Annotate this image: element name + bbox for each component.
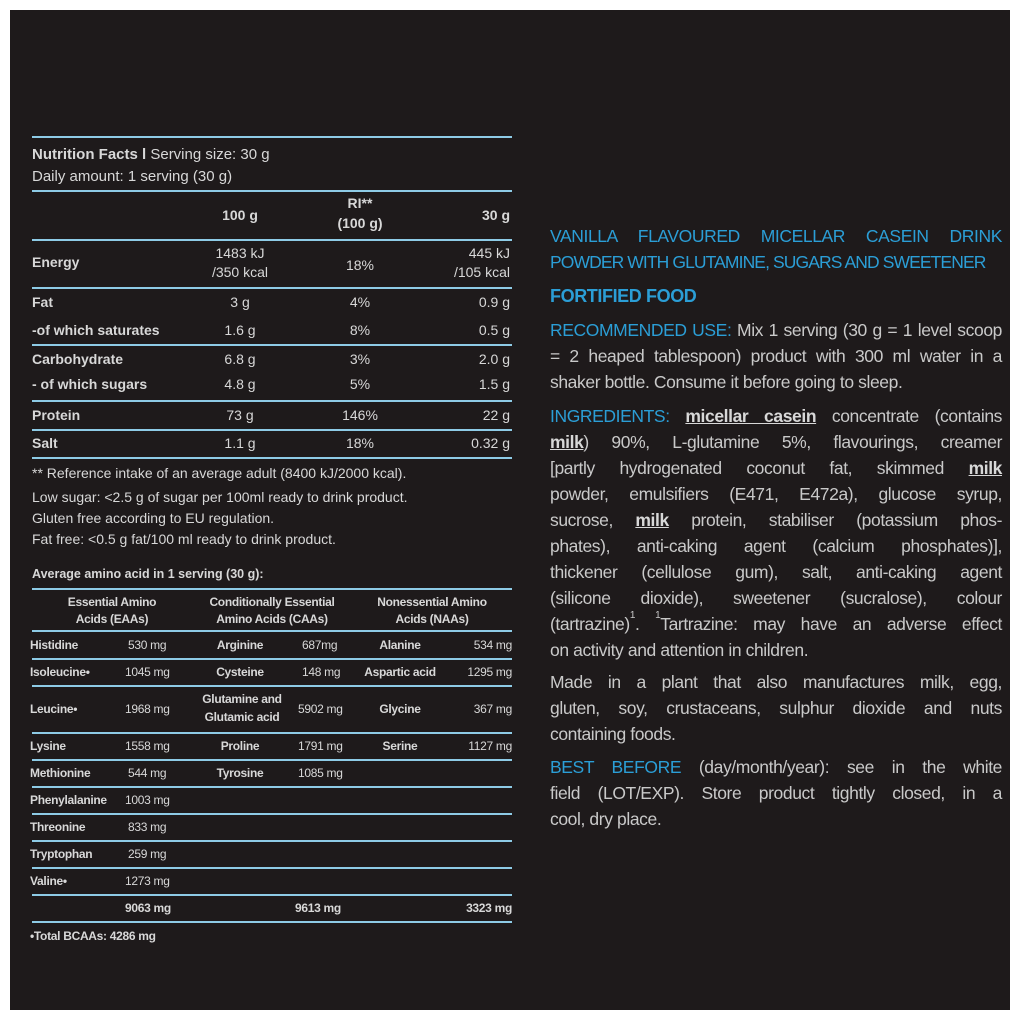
eaa-header: Acids (EAAs) [75, 612, 149, 626]
value-100g: 1.1 g [224, 435, 256, 451]
best-before-text: field (LOT/EXP). Store product tightly closed, in a [550, 783, 1002, 803]
row-name: Protein [32, 407, 81, 423]
eaa-name: Methionine [30, 766, 91, 780]
divider [32, 287, 512, 289]
value-30g: 1.5 g [478, 376, 510, 392]
recommended-use-text: shaker bottle. Consume it before going to sleep. [550, 372, 903, 392]
ingredients-text: thickener (cellulose gum), salt, anti-caking agent [550, 562, 1002, 582]
row-name: -of which saturates [32, 322, 160, 338]
recommended-use-label: RECOMMENDED USE: [550, 320, 732, 340]
allergen-milk: milk [635, 510, 669, 530]
row-name: Energy [32, 254, 80, 270]
naa-name: Glycine [379, 702, 421, 716]
nutrition-title: Nutrition Facts l [32, 146, 147, 163]
ingredients-label: INGREDIENTS: [550, 406, 670, 426]
ingredients-text: sucrose, [550, 510, 636, 530]
divider [32, 429, 512, 431]
ingredients-text: [partly hydrogenated coconut fat, skimmed [550, 458, 969, 478]
value-100g: 3 g [230, 294, 250, 310]
naa-header: Nonessential Amino [377, 595, 487, 609]
best-before-text: cool, dry place. [550, 809, 662, 829]
caa-value: 687mg [302, 638, 338, 652]
bcaa-total: •Total BCAAs: 4286 mg [30, 929, 156, 943]
recommended-use-text: Mix 1 serving (30 g = 1 level scoop [731, 320, 1003, 340]
row-name: - of which sugars [32, 376, 148, 392]
divider [32, 685, 512, 687]
row-name: Salt [32, 435, 58, 451]
ingredients-text: powder, emulsifiers (E471, E472a), glucose syrup, [550, 484, 1002, 504]
divider [32, 400, 512, 402]
eaa-value: 833 mg [128, 820, 167, 834]
recommended-use-text: = 2 heaped tablespoon) product with 300 ml water in a [550, 346, 1002, 366]
value-ri: 8% [349, 322, 371, 338]
allergen-warning [550, 669, 1002, 747]
footnote-mark: 1 [655, 610, 661, 621]
allergen-micellar-casein: micellar casein [685, 406, 817, 426]
eaa-header: Essential Amino [67, 595, 157, 609]
divider [32, 658, 512, 660]
eaa-name: Leucine• [30, 702, 78, 716]
value-30g: /105 kcal [453, 264, 510, 280]
eaa-value: 1558 mg [125, 739, 170, 753]
eaa-value: 1003 mg [125, 793, 170, 807]
reference-note: ** Reference intake of an average adult (8400 kJ/2000 kcal). [32, 465, 407, 481]
gluten-note: Gluten free according to EU regulation. [32, 510, 275, 526]
caa-name: Glutamine and [202, 692, 282, 706]
divider [32, 732, 512, 734]
value-ri: 146% [342, 407, 378, 423]
caa-name: Glutamic acid [204, 710, 280, 724]
sugar-note: Low sugar: <2.5 g of sugar per 100ml ready to drink product. [32, 489, 408, 505]
ingredients-text: concentrate (contains [816, 406, 1003, 426]
caa-value: 1791 mg [298, 739, 343, 753]
eaa-value: 259 mg [128, 847, 167, 861]
divider [32, 867, 512, 869]
fortified-food: FORTIFIED FOOD [550, 286, 697, 306]
divider [32, 921, 512, 923]
col-header-100g: 100 g [222, 207, 258, 223]
eaa-value: 1968 mg [125, 702, 170, 716]
allergen-warning-text: Made in a plant that also manufactures milk, egg, [550, 672, 1002, 692]
value-ri: 18% [345, 257, 375, 273]
divider [32, 759, 512, 761]
ingredients-text: phates), anti-caking agent (calcium phosphates)], [550, 536, 1002, 556]
value-30g: 0.9 g [478, 294, 510, 310]
ingredients-text: (tartrazine) [550, 614, 630, 634]
row-name: Carbohydrate [32, 351, 124, 367]
divider [32, 813, 512, 815]
value-30g: 2.0 g [478, 351, 510, 367]
caa-name: Proline [220, 739, 260, 753]
caa-name: Tyrosine [216, 766, 264, 780]
eaa-value: 1045 mg [125, 665, 170, 679]
value-100g: 4.8 g [224, 376, 256, 392]
ingredients-text: Tartrazine: may have an adverse effect [660, 614, 1002, 634]
divider [32, 588, 512, 590]
value-ri: 18% [345, 435, 375, 451]
allergen-warning-text: containing foods. [550, 724, 676, 744]
ingredients-text: . [634, 614, 656, 634]
best-before [550, 754, 1002, 832]
value-100g: 6.8 g [224, 351, 256, 367]
best-before-label: BEST BEFORE [550, 757, 682, 777]
serving-size: Serving size: 30 g [150, 146, 270, 163]
product-name-line: VANILLA FLAVOURED MICELLAR CASEIN DRINK [550, 226, 1002, 246]
value-ri: 5% [349, 376, 371, 392]
naa-name: Alanine [379, 638, 421, 652]
divider [32, 894, 512, 896]
allergen-milk: milk [550, 432, 584, 452]
naa-name: Aspartic acid [364, 665, 436, 679]
eaa-name: Phenylalanine [30, 793, 107, 807]
product-label [10, 10, 1010, 1010]
eaa-name: Valine• [30, 874, 67, 888]
ingredients-text: (silicone dioxide), sweetener (sucralose), colour [550, 588, 1002, 608]
value-30g: 0.32 g [471, 435, 510, 451]
naa-name: Serine [382, 739, 418, 753]
naa-value: 1127 mg [468, 739, 512, 753]
footnote-mark: 1 [629, 610, 635, 621]
divider [32, 630, 512, 632]
caa-value: 5902 mg [298, 702, 343, 716]
naa-header: Acids (NAAs) [395, 612, 469, 626]
eaa-name: Lysine [30, 739, 66, 753]
caa-header: Conditionally Essential [209, 595, 335, 609]
product-name [550, 223, 1002, 275]
allergen-milk: milk [968, 458, 1002, 478]
eaa-value: 530 mg [128, 638, 167, 652]
divider [32, 136, 512, 138]
value-ri: 3% [349, 351, 371, 367]
fat-note: Fat free: <0.5 g fat/100 ml ready to drink product. [32, 531, 336, 547]
value-30g: 0.5 g [478, 322, 510, 338]
caa-name: Arginine [216, 638, 264, 652]
product-name-line: POWDER WITH GLUTAMINE, SUGARS AND SWEETENER [550, 252, 986, 272]
value-30g: 22 g [482, 407, 510, 423]
ingredients [550, 403, 1002, 663]
naa-total: 3323 mg [466, 901, 512, 915]
value-100g: /350 kcal [211, 264, 269, 280]
value-100g: 1.6 g [224, 322, 256, 338]
divider [32, 344, 512, 346]
caa-value: 148 mg [302, 665, 341, 679]
best-before-text: (day/month/year): see in the white [681, 757, 1003, 777]
ingredients-text: on activity and attention in children. [550, 640, 809, 660]
eaa-total: 9063 mg [125, 901, 171, 915]
caa-name: Cysteine [216, 665, 264, 679]
eaa-value: 1273 mg [125, 874, 170, 888]
row-name: Fat [32, 294, 53, 310]
caa-header: Amino Acids (CAAs) [216, 612, 328, 626]
col-header-ri: RI** [347, 195, 373, 211]
col-header-30g: 30 g [481, 207, 510, 223]
divider [32, 840, 512, 842]
naa-value: 367 mg [473, 702, 512, 716]
divider [32, 190, 512, 192]
value-100g: 73 g [226, 407, 254, 423]
divider [32, 239, 512, 241]
naa-value: 1295 mg [467, 665, 512, 679]
eaa-value: 544 mg [128, 766, 167, 780]
naa-value: 534 mg [473, 638, 512, 652]
daily-amount: Daily amount: 1 serving (30 g) [32, 168, 233, 185]
eaa-name: Isoleucine• [30, 665, 90, 679]
ingredients-text: ) 90%, L-glutamine 5%, flavourings, creamer [583, 432, 1002, 452]
divider [32, 786, 512, 788]
value-100g: 1483 kJ [215, 245, 265, 261]
recommended-use [550, 317, 1002, 395]
eaa-name: Threonine [30, 820, 86, 834]
nutrition-title-line [32, 146, 270, 163]
allergen-warning-text: gluten, soy, crustaceans, sulphur dioxide and nuts [550, 698, 1002, 718]
value-30g: 445 kJ [468, 245, 510, 261]
eaa-name: Tryptophan [30, 847, 93, 861]
eaa-name: Histidine [30, 638, 78, 652]
ingredients-text: protein, stabiliser (potassium phos- [668, 510, 1003, 530]
caa-total: 9613 mg [295, 901, 341, 915]
value-ri: 4% [349, 294, 371, 310]
divider [32, 457, 512, 459]
amino-title: Average amino acid in 1 serving (30 g): [32, 567, 264, 581]
col-header-ri-unit: (100 g) [337, 215, 383, 231]
caa-value: 1085 mg [298, 766, 343, 780]
